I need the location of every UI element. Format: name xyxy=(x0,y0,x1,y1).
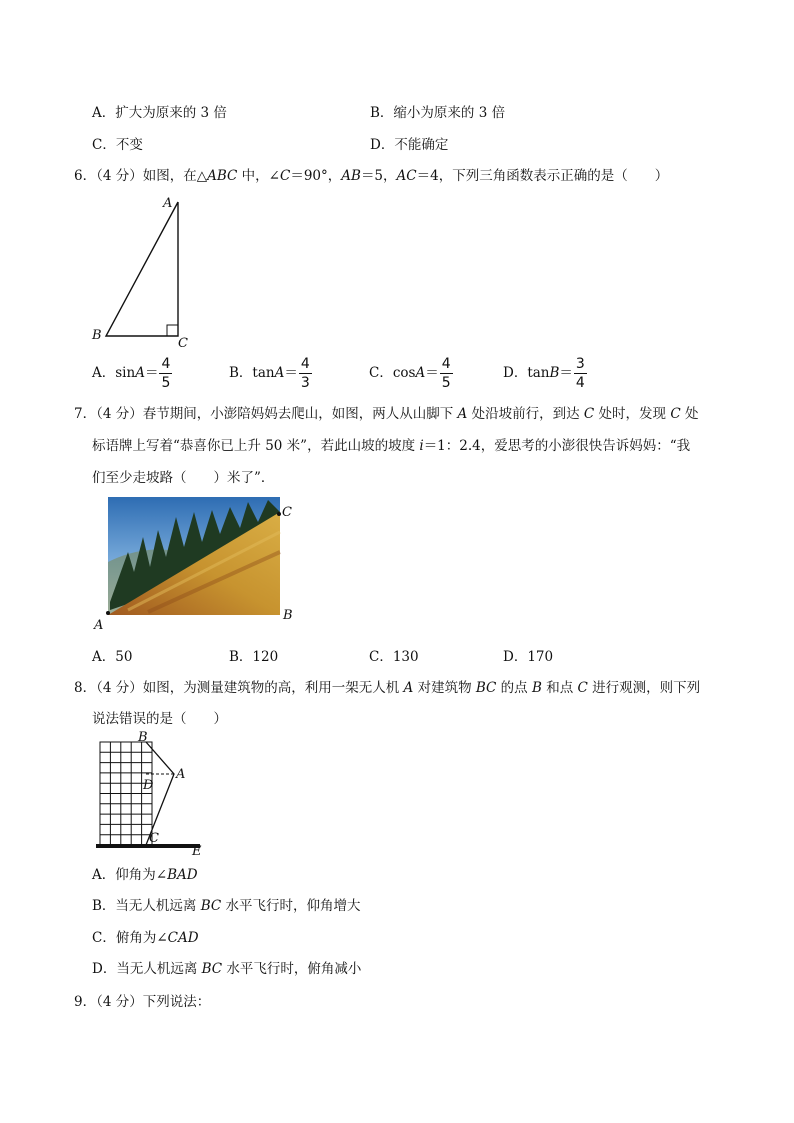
q5-option-a: A．扩大为原来的 3 倍 xyxy=(92,105,227,121)
q7-stem-line1: 7．（4 分）春节期间，小澎陪妈妈去爬山，如图，两人从山脚下 A 处沿坡前行，到达 C 处时，发现 C 处 xyxy=(74,406,699,422)
q8-building-figure xyxy=(92,728,212,858)
q7-label-c: C xyxy=(282,505,292,520)
q7-option-d: D．170 xyxy=(503,649,554,665)
q8-option-a: A．仰角为∠BAD xyxy=(92,867,198,883)
q8-stem-line2: 说法错误的是（ ） xyxy=(92,711,227,727)
q8-stem-line1: 8．（4 分）如图，为测量建筑物的高，利用一架无人机 A 对建筑物 BC 的点 B 和点 C 进行观测，则下列 xyxy=(74,680,701,696)
q7-option-a: A．50 xyxy=(92,649,133,665)
q6-label-c: C xyxy=(178,336,188,350)
q6-label-b: B xyxy=(92,328,102,343)
q6-option-d: D．tanB＝ $\frac{3}{4}$ xyxy=(503,356,585,391)
q9-stem: 9．（4 分）下列说法： xyxy=(74,994,211,1010)
q7-option-c: C．130 xyxy=(369,649,419,665)
q8-option-b: B．当无人机远离 BC 水平飞行时，仰角增大 xyxy=(92,898,361,914)
q5-option-d: D．不能确定 xyxy=(370,137,449,153)
q6-option-b: B．tanA＝ $\frac{4}{3}$ xyxy=(229,356,310,391)
q6-option-a: A．sinA＝ $\frac{4}{5}$ xyxy=(92,356,171,391)
q5-option-b: B．缩小为原来的 3 倍 xyxy=(370,105,506,121)
q8-label-c: C xyxy=(149,831,159,846)
q8-option-d: D．当无人机远离 BC 水平飞行时，俯角减小 xyxy=(92,961,362,977)
q6-label-a: A xyxy=(163,196,173,211)
q6-stem: 6．（4 分）如图，在△ABC 中，∠C＝90°，AB＝5，AC＝4，下列三角函数表示正确的是（ ） xyxy=(74,168,669,184)
q5-option-c: C．不变 xyxy=(92,137,143,153)
q7-label-b: B xyxy=(283,608,293,623)
q8-option-c: C．俯角为∠CAD xyxy=(92,930,199,946)
q7-label-a: A xyxy=(94,618,104,632)
q8-label-b: B xyxy=(138,730,148,745)
q7-stem-line3: 们至少走坡路（ ）米了”． xyxy=(92,470,275,486)
q6-option-c: C．cosA＝ $\frac{4}{5}$ xyxy=(369,356,451,391)
q7-hillside-photo xyxy=(88,492,303,632)
q7-stem-line2: 标语牌上写着“恭喜你已上升 50 米”，若此山坡的坡度 i＝1：2.4，爱思考的小澎很快告诉妈妈：“我 xyxy=(92,438,691,454)
q8-label-d: D xyxy=(143,778,154,793)
q8-label-e: E xyxy=(192,844,202,858)
q8-label-a: A xyxy=(176,767,186,782)
q7-option-b: B．120 xyxy=(229,649,279,665)
q6-triangle-figure xyxy=(88,190,198,350)
